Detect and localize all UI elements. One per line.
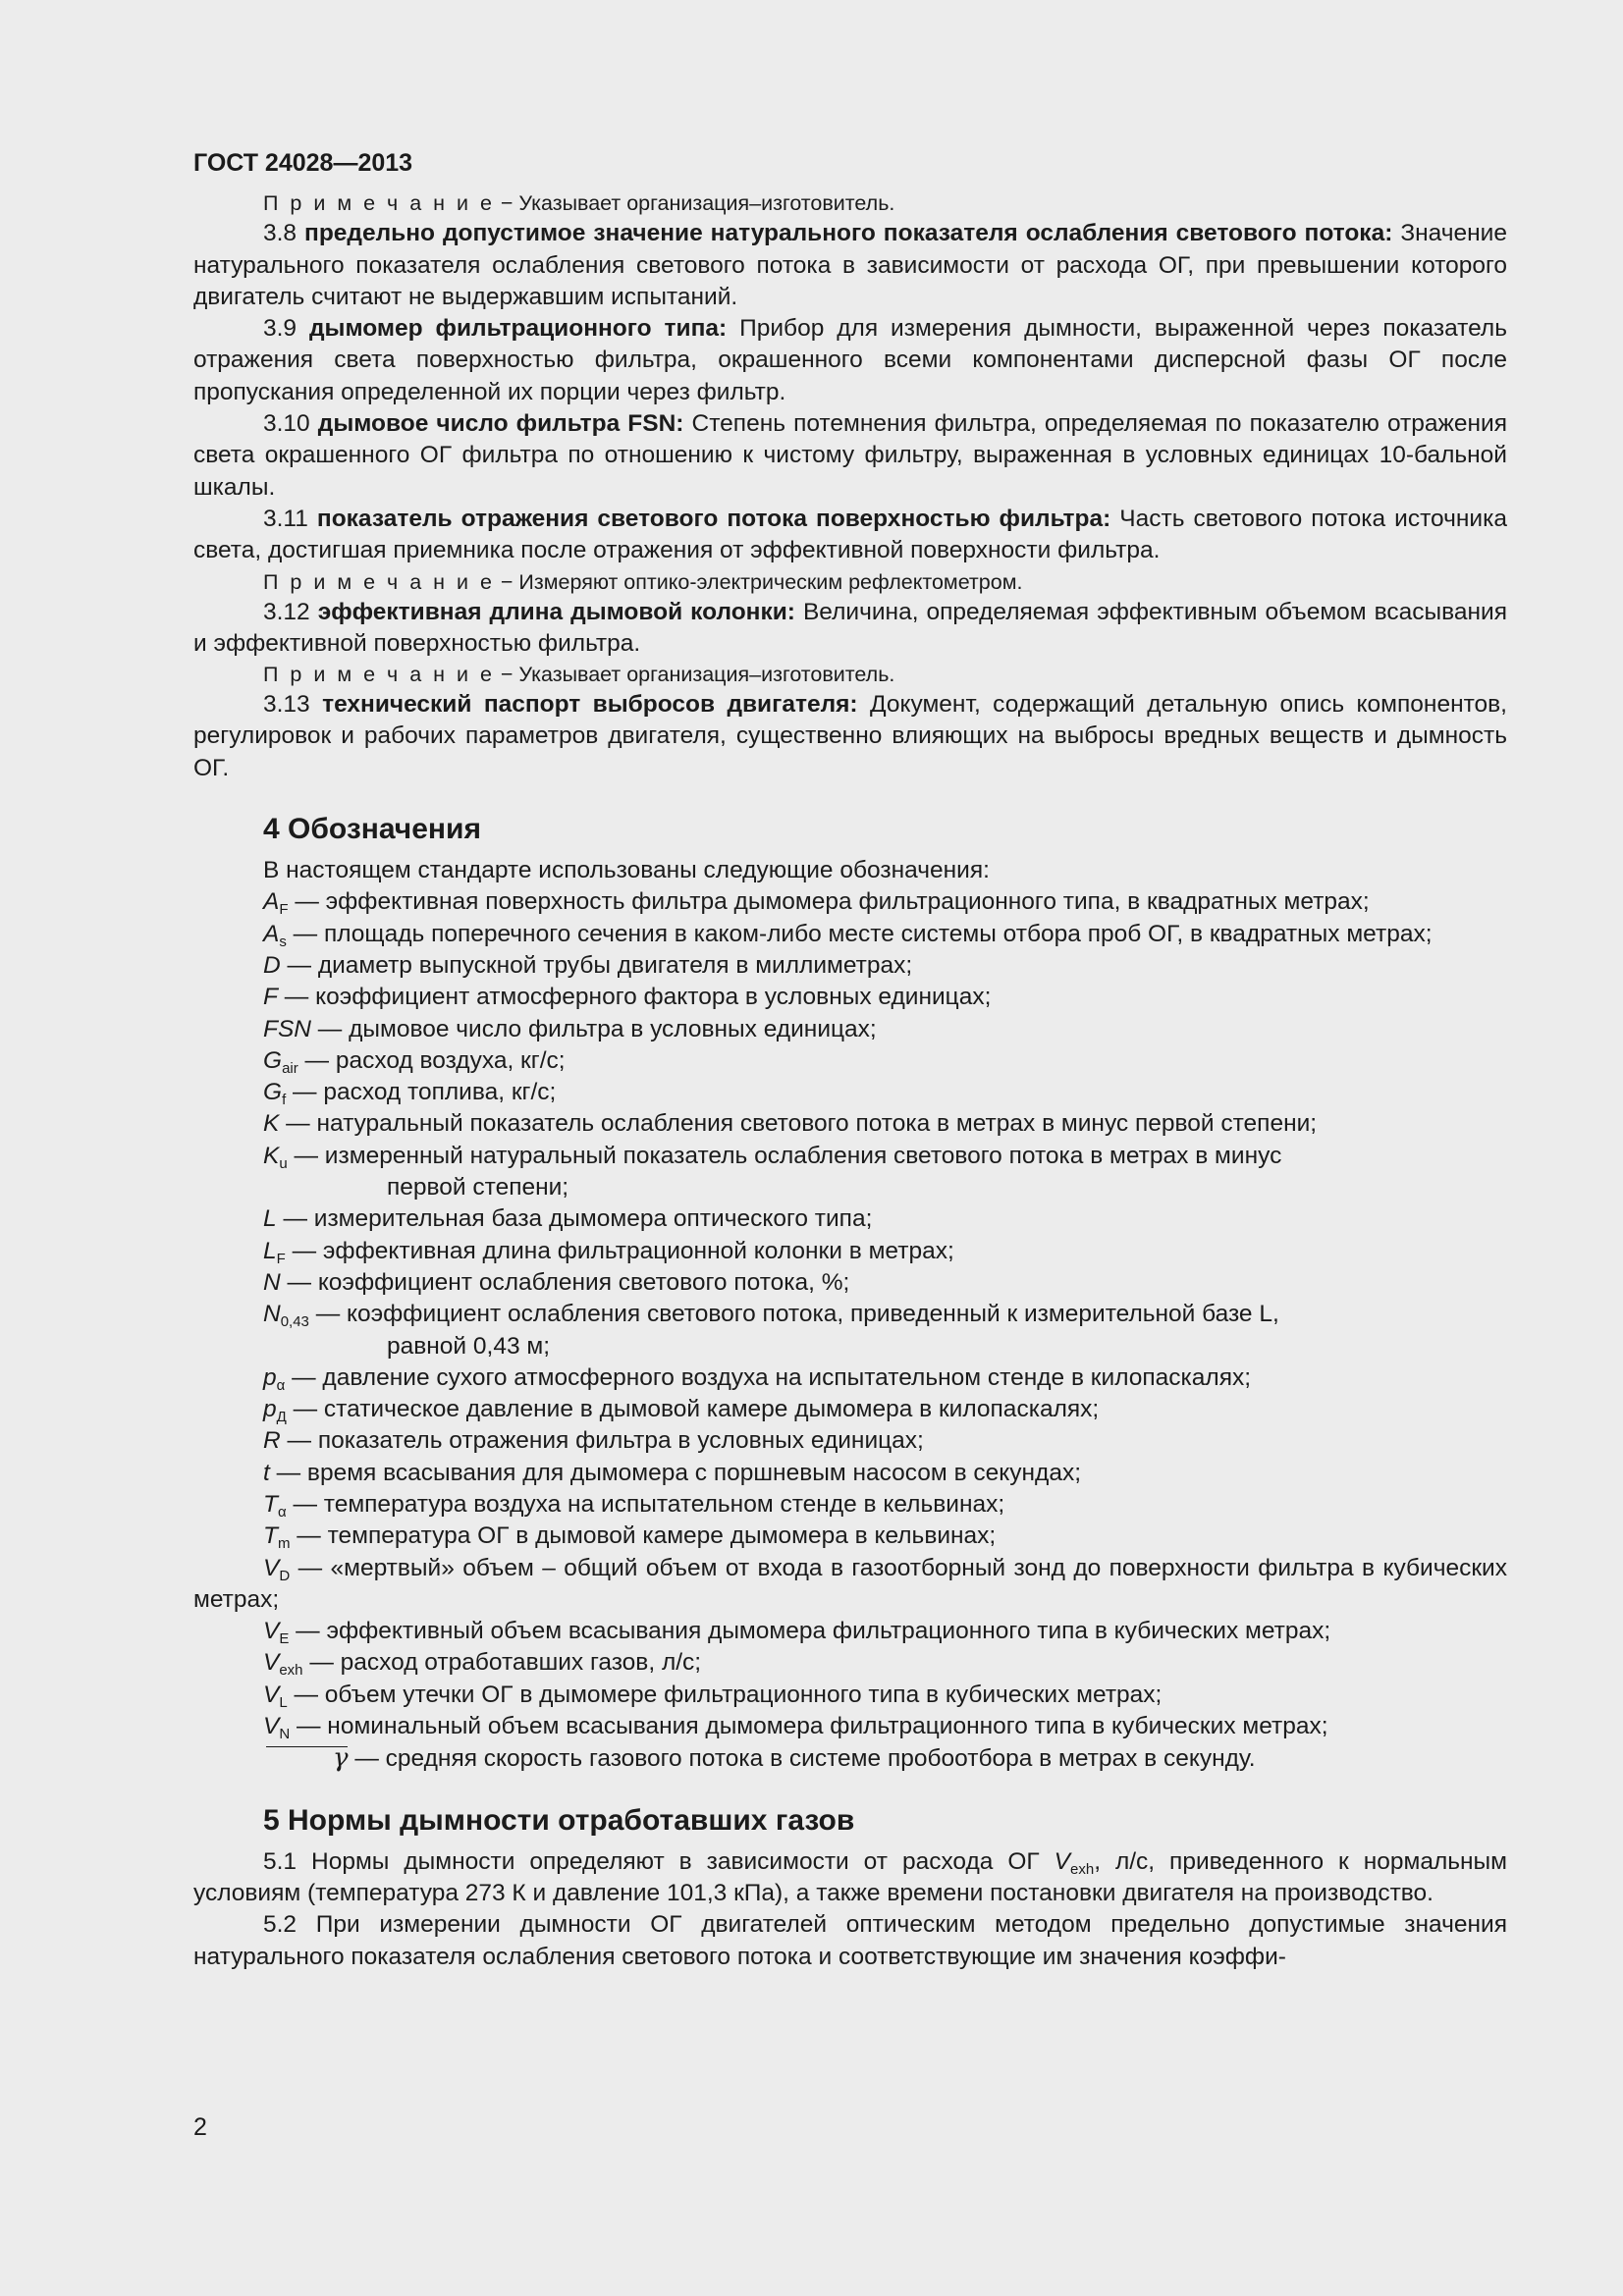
- section-4-title: 4 Обозначения: [263, 813, 481, 846]
- note-label: П р и м е ч а н и е: [263, 663, 495, 687]
- symbol-subscript: α: [277, 1503, 287, 1521]
- symbol-subscript: air: [282, 1059, 298, 1077]
- symbol-description: — площадь поперечного сечения в каком-либо месте системы отбора проб ОГ, в квадратных метрах;: [286, 920, 1433, 947]
- symbol: K: [263, 1110, 280, 1138]
- definition-number: 3.12: [263, 598, 318, 625]
- symbol-item: [193, 1077, 1507, 1108]
- symbol: N: [263, 1268, 281, 1296]
- symbol: F: [263, 984, 278, 1011]
- definition-term: показатель отражения светового потока поверхностью фильтра:: [316, 505, 1111, 532]
- section-5-title: 5 Нормы дымности отработавших газов: [263, 1803, 855, 1837]
- page-number: 2: [193, 2113, 207, 2141]
- symbol-description: — номинальный объем всасывания дымомера фильтрационного типа в кубических метрах;: [290, 1713, 1328, 1740]
- symbol-description: — «мертвый» объем – общий объем от входа в газоотборный зонд до поверхности фильтра в кубических метрах;: [193, 1554, 1507, 1613]
- symbol-subscript: u: [279, 1154, 288, 1172]
- note-label: П р и м е ч а н и е: [263, 569, 495, 594]
- symbol: p: [263, 1396, 277, 1423]
- definition-text: Прибор для измерения дымности, выраженной через показатель отражения света поверхностью фильтра, окрашенного всеми компонентами дисперсной фазы ОГ после пропускания определенной их порции через фильтр.: [193, 315, 1507, 405]
- paragraph-5-1: [193, 1846, 1507, 1910]
- symbol-description: — диаметр выпускной трубы двигателя в миллиметрах;: [280, 951, 913, 979]
- symbol-subscript: F: [279, 901, 289, 919]
- definition-term: эффективная длина дымовой колонки:: [317, 598, 795, 625]
- symbol: V: [263, 1713, 280, 1740]
- symbol-subscript: 0,43: [280, 1313, 309, 1331]
- definition-text: Документ, содержащий детальную опись компонентов, регулировок и рабочих параметров двигателя, существенно влияющих на выбросы вредных веществ и дымность ОГ.: [193, 691, 1507, 781]
- document-page: [193, 147, 1507, 1973]
- symbol-description: — расход топлива, кг/с;: [286, 1079, 557, 1106]
- definition-number: 3.13: [263, 691, 323, 719]
- note-text: − Измеряют оптико-электрическим рефлектометром.: [494, 569, 1023, 594]
- symbol-item: [193, 919, 1507, 950]
- symbol: T: [263, 1490, 278, 1518]
- document-header: ГОСТ 24028—2013: [193, 149, 413, 177]
- definition-3-11: [193, 504, 1507, 567]
- definition-3-13: [193, 689, 1507, 784]
- symbol-description: — коэффициент ослабления светового потока, приведенный к измерительной базе L,: [308, 1301, 1279, 1328]
- symbol-item: [193, 1711, 1507, 1742]
- symbol-description: — дымовое число фильтра в условных единицах;: [311, 1015, 877, 1042]
- symbol-item: [193, 1742, 1507, 1775]
- symbol-description: — измерительная база дымомера оптического типа;: [276, 1205, 873, 1233]
- symbol: p: [263, 1363, 277, 1391]
- symbol-item: [193, 982, 1507, 1013]
- symbol-item: [193, 1458, 1507, 1489]
- symbol-item: [193, 1267, 1507, 1299]
- symbol: N: [263, 1301, 281, 1328]
- note-text: − Указывает организация–изготовитель.: [494, 191, 895, 216]
- note: [263, 660, 1507, 689]
- symbol-description: — расход отработавших газов, л/с;: [302, 1649, 702, 1677]
- symbol-item: [193, 1394, 1507, 1425]
- symbol-description: — измеренный натуральный показатель ослабления светового потока в метрах в минус: [287, 1142, 1282, 1169]
- symbol-item: [193, 1014, 1507, 1045]
- symbol-subscript: D: [279, 1567, 291, 1584]
- symbol: K: [263, 1142, 280, 1169]
- definition-number: 3.8: [263, 220, 305, 247]
- definition-text: Значение натурального показателя ослабления светового потока в зависимости от расхода ОГ, при превышении которого двигатель считают не выдержавшим испытаний.: [193, 220, 1507, 310]
- symbol: L: [263, 1237, 277, 1264]
- symbol-subscript: Д: [276, 1409, 287, 1426]
- definition-text: Величина, определяемая эффективным объемом всасывания и эффективной поверхностью фильтра.: [193, 598, 1507, 657]
- definition-term: дымомер фильтрационного типа:: [309, 315, 728, 343]
- symbol: V: [263, 1618, 280, 1645]
- definition-3-10: [193, 408, 1507, 504]
- symbol-description: — время всасывания для дымомера с поршневым насосом в секундах;: [269, 1459, 1082, 1486]
- definition-3-12: [193, 597, 1507, 661]
- section-4-intro: В настоящем стандарте использованы следующие обозначения:: [263, 857, 990, 884]
- symbol-item: [193, 1299, 1507, 1362]
- definition-term: предельно допустимое значение натурального показателя ослабления светового потока:: [304, 220, 1393, 247]
- symbol-subscript: L: [279, 1693, 288, 1711]
- symbol-item: [193, 1553, 1507, 1617]
- symbol-subscript: s: [279, 933, 287, 950]
- symbol-item: [193, 1425, 1507, 1457]
- note-label: П р и м е ч а н и е: [263, 191, 495, 216]
- symbol-subscript: α: [276, 1376, 286, 1394]
- paragraph-text: , л/с, приведенного к нормальным условиям (температура 273 К и давление 101,3 кПа), а также времени постановки двигателя на производство.: [193, 1847, 1507, 1906]
- symbol-description: — коэффициент ослабления светового потока, %;: [280, 1268, 850, 1296]
- definition-text: Степень потемнения фильтра, определяемая по показателю отражения света окрашенного ОГ фильтра по отношению к чистому фильтру, выраженная в условных единицах 10-бальной шкалы.: [193, 410, 1508, 501]
- symbol-subscript: N: [279, 1726, 291, 1743]
- symbol-item: [193, 1521, 1507, 1552]
- definition-number: 3.9: [263, 315, 309, 343]
- symbol: t: [263, 1459, 270, 1486]
- symbol-description: — температура ОГ в дымовой камере дымомера в кельвинах;: [290, 1522, 997, 1550]
- symbol-item: [193, 1616, 1507, 1647]
- definition-term: дымовое число фильтра FSN:: [317, 410, 684, 438]
- symbol-item: [193, 950, 1507, 982]
- symbol-item: [193, 1236, 1507, 1267]
- symbol: L: [263, 1205, 277, 1233]
- paragraph-text: 5.1 Нормы дымности определяют в зависимости от расхода ОГ: [263, 1847, 1055, 1875]
- symbol-subscript: m: [277, 1535, 291, 1553]
- definition-number: 3.10: [263, 410, 318, 438]
- symbol: A: [263, 888, 280, 916]
- symbol-description: — эффективная поверхность фильтра дымомера фильтрационного типа, в квадратных метрах;: [288, 888, 1370, 916]
- symbol-list: [193, 886, 1507, 1775]
- symbol-item: [193, 1108, 1507, 1140]
- definition-text: Часть светового потока источника света, достигшая приемника после отражения от эффективной поверхности фильтра.: [193, 505, 1507, 564]
- symbol: γ: [263, 1742, 349, 1774]
- symbol-item: [193, 1045, 1507, 1077]
- definition-3-8: [193, 218, 1507, 313]
- symbol-description: — расход воздуха, кг/с;: [298, 1046, 566, 1074]
- note: [263, 567, 1507, 597]
- definition-term: технический паспорт выбросов двигателя:: [322, 691, 858, 719]
- symbol-description: — давление сухого атмосферного воздуха на испытательном стенде в килопаскалях;: [285, 1363, 1252, 1391]
- paragraph-5-2: 5.2 При измерении дымности ОГ двигателей оптическим методом предельно допустимые значения натурального показателя ослабления светового потока и соответствующие им значения коэффи-: [193, 1911, 1507, 1970]
- symbol: V: [1054, 1847, 1070, 1875]
- symbol-item: [193, 1489, 1507, 1521]
- symbol: A: [263, 920, 280, 947]
- symbol-subscript: F: [276, 1250, 286, 1267]
- definition-3-9: [193, 313, 1507, 408]
- symbol-item: [193, 1203, 1507, 1235]
- symbol-item: [193, 1141, 1507, 1204]
- note-text: − Указывает организация–изготовитель.: [494, 663, 895, 687]
- symbol-description: — объем утечки ОГ в дымомере фильтрационного типа в кубических метрах;: [287, 1681, 1163, 1708]
- symbol-subscript: exh: [1070, 1860, 1095, 1878]
- symbol-description: — натуральный показатель ослабления светового потока в метрах в минус первой степени;: [279, 1110, 1318, 1138]
- symbol-description: — эффективный объем всасывания дымомера фильтрационного типа в кубических метрах;: [289, 1618, 1331, 1645]
- symbol-description-continued: равной 0,43 м;: [387, 1332, 551, 1360]
- symbol: R: [263, 1427, 281, 1455]
- symbol-description: — эффективная длина фильтрационной колонки в метрах;: [285, 1237, 954, 1264]
- symbol-description: — средняя скорость газового потока в системе пробоотбора в метрах в секунду.: [348, 1745, 1256, 1773]
- symbol: G: [263, 1079, 283, 1106]
- symbol-description: — статическое давление в дымовой камере дымомера в килопаскалях;: [286, 1396, 1100, 1423]
- symbol-subscript: f: [282, 1092, 287, 1109]
- symbol-subscript: E: [279, 1630, 290, 1648]
- symbol: V: [263, 1649, 280, 1677]
- symbol-description: — показатель отражения фильтра в условных единицах;: [280, 1427, 924, 1455]
- definition-number: 3.11: [263, 505, 317, 532]
- symbol-item: [193, 1680, 1507, 1711]
- note: [263, 188, 1507, 218]
- symbol: D: [263, 951, 281, 979]
- symbol-description: — коэффициент атмосферного фактора в условных единицах;: [277, 984, 992, 1011]
- symbol-description-continued: первой степени;: [387, 1174, 569, 1201]
- symbol-item: [193, 886, 1507, 918]
- symbol: V: [263, 1554, 280, 1581]
- symbol: V: [263, 1681, 280, 1708]
- symbol: G: [263, 1046, 283, 1074]
- symbol-item: [193, 1362, 1507, 1394]
- symbol-item: [193, 1647, 1507, 1679]
- symbol: FSN: [263, 1015, 311, 1042]
- symbol-description: — температура воздуха на испытательном стенде в кельвинах;: [286, 1490, 1005, 1518]
- symbol-subscript: exh: [279, 1662, 303, 1680]
- symbol: T: [263, 1522, 278, 1550]
